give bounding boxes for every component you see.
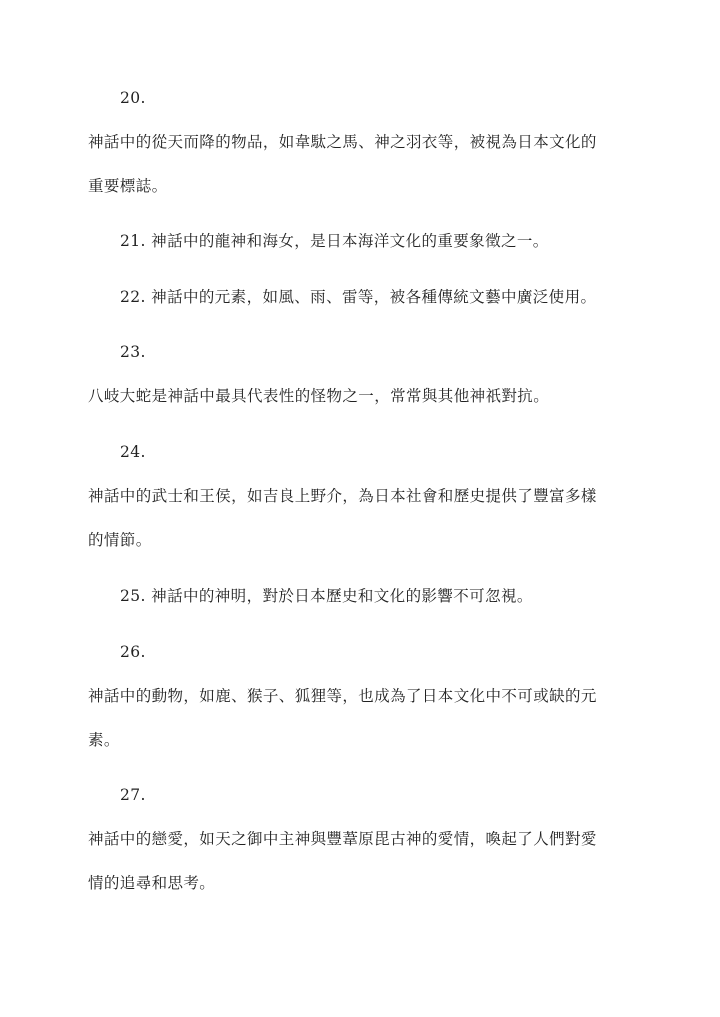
item-20-text-line-2: 重要標誌。	[88, 177, 168, 195]
item-26-text-line-2: 素。	[88, 731, 120, 749]
item-21-line: 21. 神話中的龍神和海女，是日本海洋文化的重要象徵之一。	[120, 232, 549, 250]
item-26-text-line-1: 神話中的動物，如鹿、猴子、狐狸等，也成為了日本文化中不可或缺的元	[88, 687, 597, 705]
item-22-line: 22. 神話中的元素，如風、雨、雷等，被各種傳統文藝中廣泛使用。	[120, 288, 597, 306]
item-27-text-line-1: 神話中的戀愛，如天之御中主神與豐葦原毘古神的愛情，喚起了人們對愛	[88, 830, 597, 848]
item-20-number: 20.	[120, 89, 146, 107]
item-23-number: 23.	[120, 343, 146, 361]
item-24-text-line-2: 的情節。	[88, 531, 152, 549]
item-23-text-line-1: 八岐大蛇是神話中最具代表性的怪物之一，常常與其他神祇對抗。	[88, 387, 550, 405]
item-27-number: 27.	[120, 786, 146, 804]
item-20-text-line-1: 神話中的從天而降的物品，如韋駄之馬、神之羽衣等，被視為日本文化的	[88, 133, 597, 151]
item-24-text-line-1: 神話中的武士和王侯，如吉良上野介，為日本社會和歷史提供了豐富多樣	[88, 487, 597, 505]
item-27-text-line-2: 情的追尋和思考。	[88, 874, 216, 892]
item-26-number: 26.	[120, 643, 146, 661]
item-25-line: 25. 神話中的神明，對於日本歷史和文化的影響不可忽視。	[120, 587, 533, 605]
item-24-number: 24.	[120, 443, 146, 461]
